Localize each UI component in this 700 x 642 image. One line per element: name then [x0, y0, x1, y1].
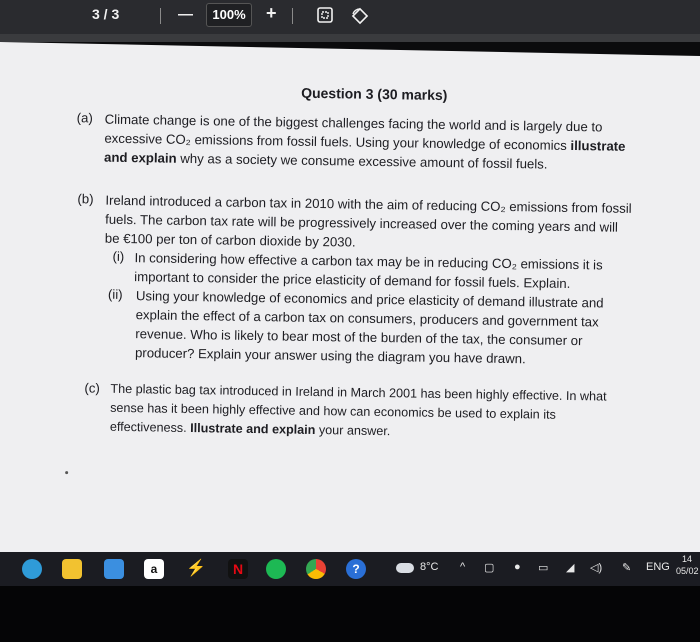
page-indicator[interactable]: 3 / 3 — [92, 6, 120, 22]
toolbar-divider — [160, 8, 161, 24]
part-a-label: (a) — [76, 110, 93, 126]
help-icon[interactable]: ? — [346, 559, 366, 579]
netflix-icon[interactable]: N — [228, 559, 248, 579]
part-b-label: (b) — [77, 191, 94, 207]
weather-cloud-icon[interactable] — [396, 563, 414, 573]
bolt-icon[interactable]: ⚡ — [186, 560, 206, 577]
fit-page-icon[interactable] — [316, 6, 334, 29]
part-b-i-text: In considering how effective a carbon tax may be in reducing CO₂ emissions it is important to consider the price elasticity of demand for fossil fuels. Explain. — [134, 250, 603, 291]
pen-icon[interactable]: ✎ — [622, 562, 632, 574]
question-title: Question 3 (30 marks) — [301, 84, 448, 104]
part-b-line: Ireland introduced a carbon tax in 2010 with the aim of reducing CO₂ emissions from fossil — [105, 192, 632, 216]
part-b-ii-label: (ii) — [107, 286, 123, 302]
zoom-out-button[interactable]: — — [178, 6, 193, 23]
zoom-value-field[interactable]: 100% — [206, 3, 252, 27]
chevron-up-icon[interactable]: ^ — [460, 561, 466, 573]
page-mark — [65, 471, 68, 474]
zoom-in-button[interactable]: + — [266, 3, 277, 23]
part-b-line: fuels. The carbon tax rate will be progressively increased over the coming years and will — [105, 211, 619, 235]
laptop-bezel — [0, 586, 700, 642]
chrome-icon[interactable] — [306, 559, 326, 579]
part-b-text — [105, 191, 666, 257]
toolbar-divider — [292, 8, 293, 24]
clock-time[interactable]: 14 — [682, 554, 693, 564]
mail-icon[interactable] — [104, 559, 124, 579]
temperature[interactable]: 8°C — [420, 561, 439, 573]
part-c-text: The plastic bag tax introduced in Ireland in March 2001 has been highly effective. In what sense has it been highly effective and how can economics be used to explain its effectiveness. Illustrate and explain your answer. — [109, 381, 607, 439]
document-content — [0, 36, 700, 567]
part-a-line: Climate change is one of the biggest challenges facing the world and is largely due to — [104, 111, 603, 135]
part-a-line: excessive CO₂ emissions from fossil fuels. Using your knowledge of economics illustrate — [104, 130, 626, 154]
device-icon[interactable]: ▢ — [484, 562, 495, 574]
cloud-icon[interactable]: ● — [514, 561, 521, 573]
volume-icon[interactable]: ◁) — [590, 562, 603, 574]
clock-date[interactable]: 05/02 — [676, 566, 699, 576]
wifi-icon[interactable]: ◢ — [566, 562, 575, 574]
language-indicator[interactable]: ENG — [646, 561, 670, 573]
part-b-ii-text: Using your knowledge of economics and price elasticity of demand illustrate and explain the effect of a carbon tax on consumers, producers and government tax revenue. Who is likely to bear most of the burden of the tax, the consumer or producer? Explain your answer using the diagram you have drawn. — [134, 288, 604, 367]
rotate-icon[interactable] — [350, 6, 370, 31]
part-b-i-label: (i) — [112, 248, 125, 264]
file-explorer-icon[interactable] — [62, 559, 82, 579]
battery-icon[interactable]: ▭ — [538, 562, 549, 574]
part-a-text — [104, 110, 665, 176]
spotify-icon[interactable] — [266, 559, 286, 579]
edge-icon[interactable] — [22, 559, 42, 579]
part-a-line: and explain why as a society we consume excessive amount of fossil fuels. — [103, 149, 548, 172]
amazon-icon[interactable]: a — [144, 559, 164, 579]
taskbar — [0, 552, 700, 586]
part-b-line: be €100 per ton of carbon dioxide by 2030. — [104, 230, 356, 250]
viewer-toolbar — [0, 0, 700, 34]
part-c-label: (c) — [84, 380, 100, 396]
